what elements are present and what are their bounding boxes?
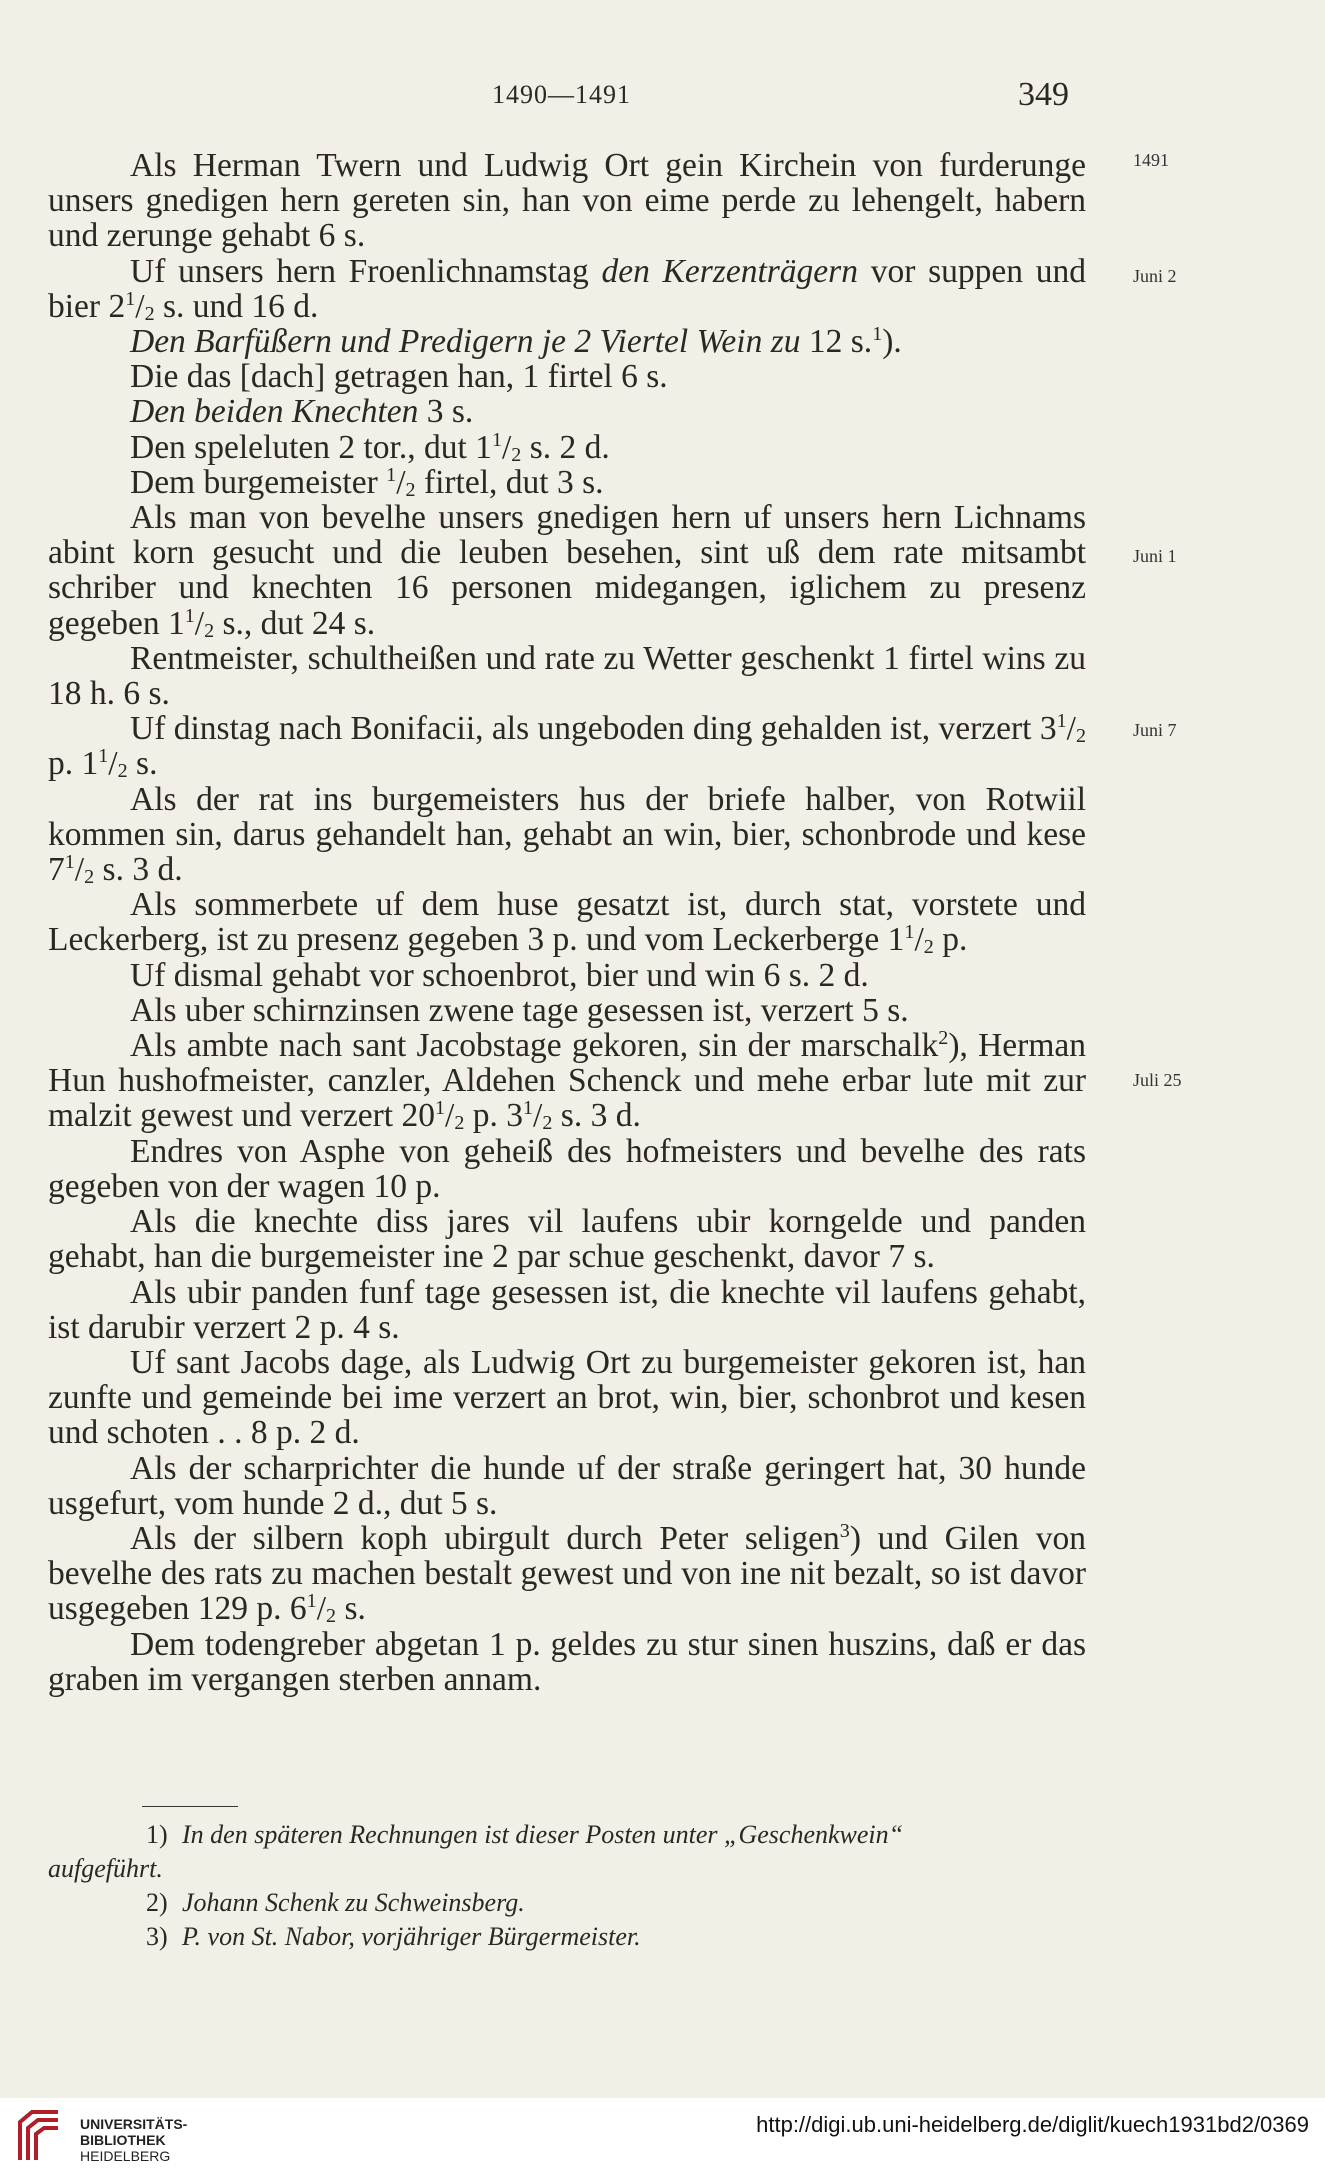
footnote [48,1920,1098,1954]
footnote [48,1886,1098,1920]
paragraph: Als ambte nach sant Jacobstage gekoren, sin der marschalk$^2$), Herman Hun hushofmeister, canzler, Aldehen Schenck und mehe erbar lute mit zur malzit gewest und verzert $20^1/_2$ p. $3^1/_2$ s. 3 d. [48,1027,1086,1135]
margin-note-date: Juni 2 [1133,266,1177,286]
paragraph: Dem burgemeister $^1/_2$ firtel, dut 3 s. [130,463,604,501]
paragraph: Als sommerbete uf dem huse gesatzt ist, durch stat, vorstete und Leckerberg, ist zu presenz gegeben 3 p. und vom Leckerberge $1^1/_2$ p. [48,886,1086,959]
body-text [48,148,1086,1697]
margin-note-date: Juli 25 [1133,1070,1182,1090]
footnote-text: Johann Schenk zu Schweinsberg. [182,1888,525,1917]
footnote-marker: 2) [146,1888,168,1917]
source-url-link[interactable]: http://digi.ub.uni-heidelberg.de/diglit/kuech1931bd2/0369 [756,2112,1309,2137]
paragraph: Den beiden Knechten 3 s. [130,393,474,431]
footnote-text: P. von St. Nabor, vorjähriger Bürgermeister. [182,1922,641,1951]
paragraph: Als man von bevelhe unsers gnedigen hern uf unsers hern Lichnams abint korn gesucht und die leuben besehen, sint uß dem rate mitsambt schriber und knechten 16 personen midegangen, iglichem zu presenz gegeben $1^1/_2$ s., dut 24 s. [48,499,1086,642]
footnotes [48,1818,1098,1954]
paragraph: Uf unsers hern Froenlichnamstag den Kerzenträgern vor suppen und bier $2^1/_2$ s. und 16 d. [48,252,1086,325]
paragraph: Die das [dach] getragen han, 1 firtel 6 s. [130,358,668,396]
paragraph: Als der scharprichter die hunde uf der straße geringert hat, 30 hunde usgefurt, vom hunde 2 d., dut 5 s. [48,1449,1086,1522]
paragraph: Endres von Asphe von geheiß des hofmeisters und bevelhe des rats gegeben von der wagen 10 p. [48,1132,1086,1205]
paragraph: Als uber schirnzinsen zwene tage gesessen ist, verzert 5 s. [130,991,909,1029]
paragraph: Dem todengreber abgetan 1 p. geldes zu stur sinen huszins, daß er das graben im vergangen sterben annam. [48,1625,1086,1698]
paragraph: Uf dinstag nach Bonifacii, als ungeboden ding gehalden ist, verzert $3^1/_2$ p. $1^1/_2$ s. [48,710,1086,783]
library-name-line: BIBLIOTHEK [80,2132,166,2148]
paragraph: Als die knechte diss jares vil laufens ubir korngelde und panden gehabt, han die burgemeister ine 2 par schue geschenkt, davor 7 s. [48,1203,1086,1276]
paragraph: Den Barfüßern und Predigern je 2 Viertel Wein zu 12 s.$^1$). [130,322,902,361]
margin-note-date: Juni 1 [1133,546,1177,566]
library-name-line: UNIVERSITÄTS- [80,2116,188,2132]
paragraph: Als Herman Twern und Ludwig Ort gein Kirchein von furderunge unsers gnedigen hern gereten sin, han von eime perde zu lehengelt, habern und zerunge gehabt 6 s. [48,147,1086,255]
library-name [80,2116,187,2164]
footnote-text: In den späteren Rechnungen ist dieser Posten unter „Geschenkwein“ [182,1820,904,1849]
footnote-continuation: aufgeführt. [48,1854,163,1883]
paragraph: Als der rat ins burgemeisters hus der briefe halber, von Rotwiil kommen sin, darus gehandelt han, gehabt an win, bier, schonbrode und kese $7^1/_2$ s. 3 d. [48,780,1086,889]
footnote-divider [142,1806,238,1807]
margin-note-year: 1491 [1133,150,1169,170]
page-number: 349 [1018,76,1069,113]
footnote-marker: 1) [146,1820,168,1849]
footnote-marker: 3) [146,1922,168,1951]
library-name-line: HEIDELBERG [80,2148,171,2164]
margin-note-date: Juni 7 [1133,720,1177,740]
footnote [48,1818,1098,1852]
paragraph: Den speleluten 2 tor., dut $1^1/_2$ s. 2 d. [130,428,610,466]
paragraph: Rentmeister, schultheißen und rate zu Wetter geschenkt 1 firtel wins zu 18 h. 6 s. [48,639,1086,713]
paragraph: Als der silbern koph ubirgult durch Peter seligen$^3$) und Gilen von bevelhe des rats zu machen bestalt gewest und von ine nit bezalt, so ist davor usgegeben 129 p. $6^1/_2$ s. [48,1519,1086,1628]
paragraph: Uf dismal gehabt vor schoenbrot, bier und win 6 s. 2 d. [130,956,869,994]
library-logo-icon [14,2108,64,2164]
paragraph: Als ubir panden funf tage gesessen ist, die knechte vil laufens gehabt, ist darubir verzert 2 p. 4 s. [48,1273,1086,1346]
running-header: 1490—1491 [492,80,631,109]
paragraph: Uf sant Jacobs dage, als Ludwig Ort zu burgemeister gekoren ist, han zunfte und gemeinde bei ime verzert an brot, win, bier, schonbrot und kesen und schoten . . 8 p. 2 d. [48,1343,1086,1452]
